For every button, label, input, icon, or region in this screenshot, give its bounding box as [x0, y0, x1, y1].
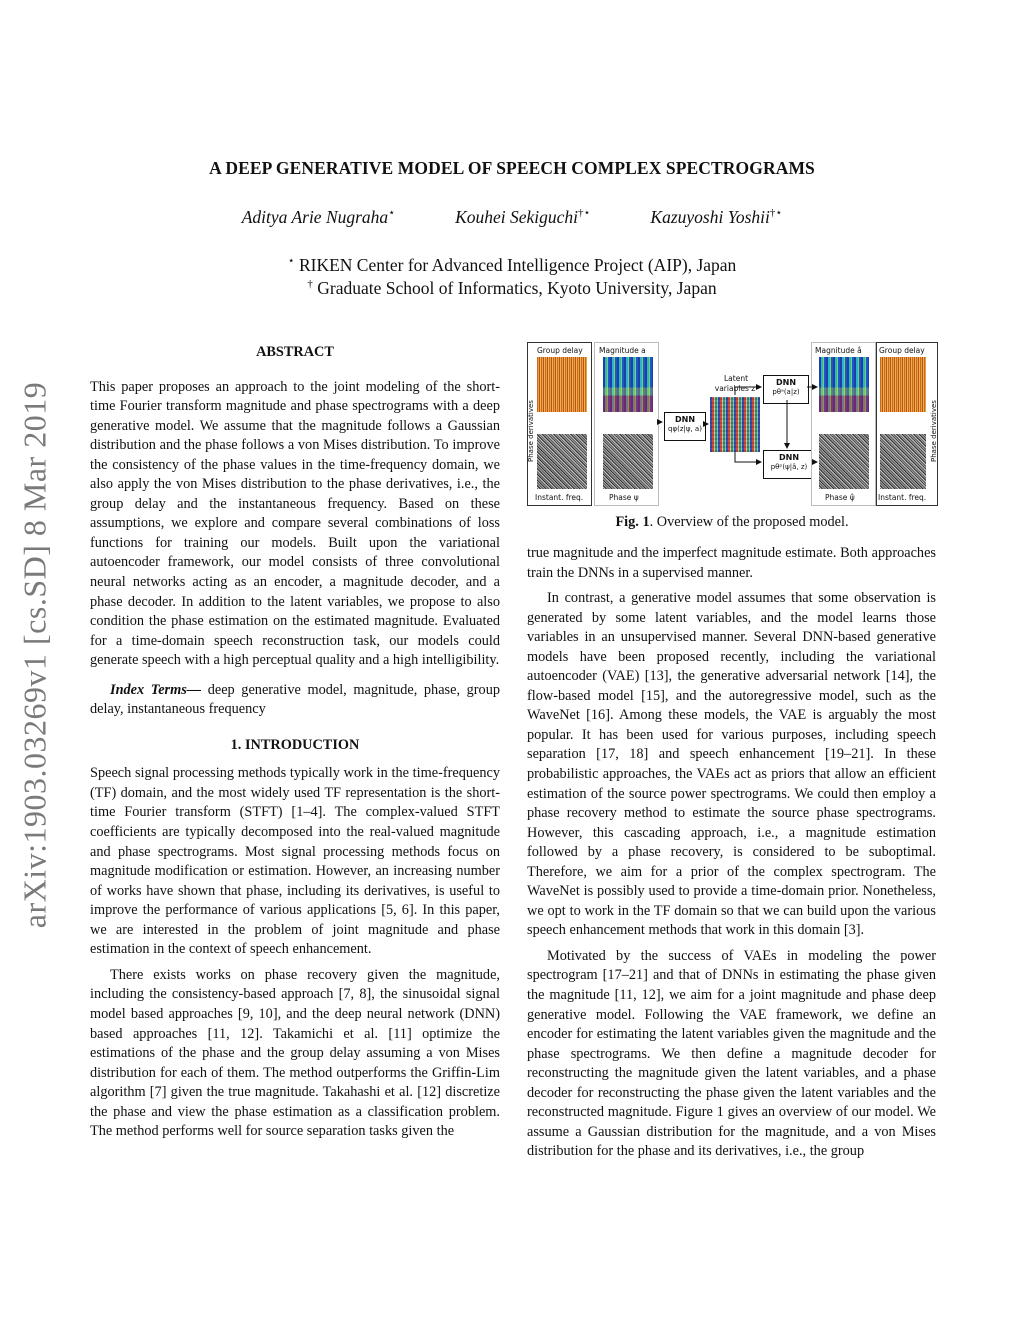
- author-name: Aditya Arie Nugraha: [241, 206, 389, 227]
- index-terms-text: deep generative model, magnitude, phase, group delay, instantaneous frequency: [90, 681, 501, 718]
- author-2: [455, 206, 590, 228]
- paper-title: A DEEP GENERATIVE MODEL OF SPEECH COMPLEX SPECTROGRAMS: [209, 158, 815, 178]
- figure-caption-label: Fig. 1: [615, 514, 650, 530]
- intro-paragraph-1: Speech signal processing methods typically work in the time-frequency (TF) domain, and the most widely used TF representation is the short-time Fourier transform (STFT) [1–4]. The complex-valued STFT coefficients are typically decomposed into the real-valued magnitude and phase spectrograms. Most signal processing methods focus on magnitude modification or estimation. However, an increasing number of works have shown that phase, including its derivatives, is useful to improve the performance of various applications [5, 6]. In this paper, we are interested in the problem of joint magnitude and phase estimation in the context of speech enhancement.: [90, 765, 500, 958]
- dnn-label: DNN: [778, 453, 800, 462]
- index-terms: [90, 681, 500, 720]
- figure-arrows: [527, 342, 937, 507]
- affiliation-mark: †: [307, 278, 313, 291]
- spacer: [90, 755, 500, 764]
- intro-heading: 1. INTRODUCTION: [230, 736, 360, 753]
- label-magnitude-a: Magnitude a: [599, 346, 646, 355]
- affiliation-text: RIKEN Center for Advanced Intelligence Project (AIP), Japan: [294, 254, 737, 275]
- label-magnitude-a-hat: Magnitude â: [815, 346, 862, 355]
- abstract-heading: ABSTRACT: [256, 344, 334, 360]
- spacer: [90, 720, 500, 736]
- affiliation-mark: ⋆: [287, 255, 295, 267]
- label-latent-1: Latent: [723, 374, 749, 383]
- arxiv-stamp: arXiv:1903.03269v1 [cs.SD] 8 Mar 2019: [16, 381, 53, 929]
- spacer: [90, 671, 500, 681]
- label-instant-freq-in: Instant. freq.: [535, 493, 584, 502]
- figure-1: [527, 342, 937, 507]
- label-phase-derivatives-in: Phase derivatives: [527, 400, 535, 462]
- affiliation-text: Graduate School of Informatics, Kyoto University, Japan: [312, 278, 717, 298]
- intro-paragraph-3: In contrast, a generative model assumes that some observation is generated by some latent variables, and the model learns those variables in an unsupervised manner. Several DNN-based generative models have been proposed recently, including the variational autoencoder (VAE) [13], the generative adversarial network [14], the flow-based model [15], and the autoregressive model, such as the WaveNet [16]. Among these models, the VAE is arguably the most popular. It has been used for various purposes, including speech separation [17, 18] and speech enhancement [19–21]. In these probabilistic approaches, the VAEs act as priors that allow an efficient estimation of the source power spectrograms. We could then employ a phase recovery method to estimate the source phase spectrograms. However, this cascading approach, i.e., a magnitude estimation followed by a phase recovery, is considered to be suboptimal. Therefore, we aim for a prior of the complex spectrogram. The WaveNet is possibly used to provide a time-domain prior. Nonetheless, we opt to work in the TF domain so that we can build upon the various speech enhancement methods that work in this domain [3].: [527, 590, 936, 939]
- label-phase-psi-hat: Phase ψ̂: [825, 493, 855, 502]
- arrow-latent-to-mag-decoder: [735, 387, 761, 395]
- label-phase-psi: Phase ψ: [609, 493, 639, 502]
- intro-paragraph-4: Motivated by the success of VAEs in modeling the power spectrogram [17–21] and that of DNNs in estimating the phase given the magnitude [11, 12], we aim for a joint magnitude and phase deep generative model. Following the VAE framework, we define an encoder for estimating the latent variables given the magnitude and the phase spectrograms. We then define a magnitude decoder for reconstructing the magnitude given the latent variables, and a phase decoder for reconstructing the phase given the latent variables and the reconstructed magnitude. Figure 1 gives an overview of our model. We assume a Gaussian distribution for the magnitude, and a von Mises distribution for the phase and its derivatives, i.e., the group: [527, 947, 936, 1160]
- encoder-formula: qφ(z|ψ, a): [668, 425, 702, 433]
- dnn-label: DNN: [775, 378, 797, 387]
- label-instant-freq-out: Instant. freq.: [878, 493, 927, 502]
- right-column: [527, 544, 936, 1162]
- author-3: [650, 206, 782, 228]
- author-1: [242, 206, 395, 228]
- label-group-delay-in: Group delay: [537, 346, 583, 355]
- label-phase-derivatives-out: Phase derivatives: [930, 400, 938, 462]
- phase-decoder-formula: pθᵖ(ψ|â, z): [770, 463, 808, 471]
- left-column: [90, 343, 500, 1142]
- author-marks: †⋆: [769, 207, 783, 219]
- figure-1-caption: [527, 514, 937, 531]
- intro-paragraph-2: There exists works on phase recovery given the magnitude, including the consistency-based approach [7, 8], the sinusoidal signal model based approaches [9, 10], and the deep neural network (DNN) based approaches [11, 12]. Takamichi et al. [11] optimize the estimations of the phase and the group delay assuming a von Mises distribution for each of them. The method outperforms the Griffin-Lim algorithm [7] given the true magnitude. Takahashi et al. [12] discretize the phase and view the phase estimation as a classification problem. The method performs well for source separation tasks given the: [90, 966, 500, 1140]
- author-marks: ⋆: [388, 207, 396, 219]
- author-name: Kazuyoshi Yoshii: [650, 206, 770, 227]
- affiliation-2: [0, 278, 1024, 299]
- label-group-delay-out: Group delay: [879, 346, 925, 355]
- spacer: [90, 363, 500, 378]
- magnitude-decoder-formula: pθᵃ(a|z): [772, 388, 800, 396]
- affiliation-1: [0, 254, 1024, 276]
- dnn-label: DNN: [674, 415, 696, 424]
- label-latent-2: variables z: [714, 384, 756, 393]
- author-marks: †⋆: [578, 207, 591, 219]
- abstract-text: This paper proposes an approach to the joint modeling of the short-time Fourier transform magnitude and phase spectrograms with a deep generative model. We assume that the magnitude follows a Gaussian distribution and the phase follows a von Mises distribution. To improve the consistency of the phase values in the time-frequency domain, we also apply the von Mises distribution to the phase derivatives, i.e., the group delay and the instantaneous frequency. Based on these assumptions, we explore and compare several combinations of loss functions for training our models. Built upon the variational autoencoder framework, our model consists of three convolutional neural networks acting as an encoder, a magnitude decoder, and a phase decoder. In addition to the latent variables, we propose to also condition the phase estimation on the estimated magnitude. Evaluated for a time-domain speech reconstruction task, our models could generate speech with a high perceptual quality and a high intelligibility.: [90, 378, 500, 669]
- arrow-latent-to-phase-decoder: [735, 452, 761, 462]
- author-list: [0, 206, 1024, 228]
- author-name: Kouhei Sekiguchi: [455, 206, 579, 227]
- figure-caption-text: . Overview of the proposed model.: [649, 514, 849, 530]
- arxiv-stamp-container: [10, 360, 60, 950]
- intro-paragraph-2-continued: true magnitude and the imperfect magnitude estimate. Both approaches train the DNNs in a supervised manner.: [527, 545, 936, 581]
- index-terms-label: Index Terms—: [110, 681, 202, 698]
